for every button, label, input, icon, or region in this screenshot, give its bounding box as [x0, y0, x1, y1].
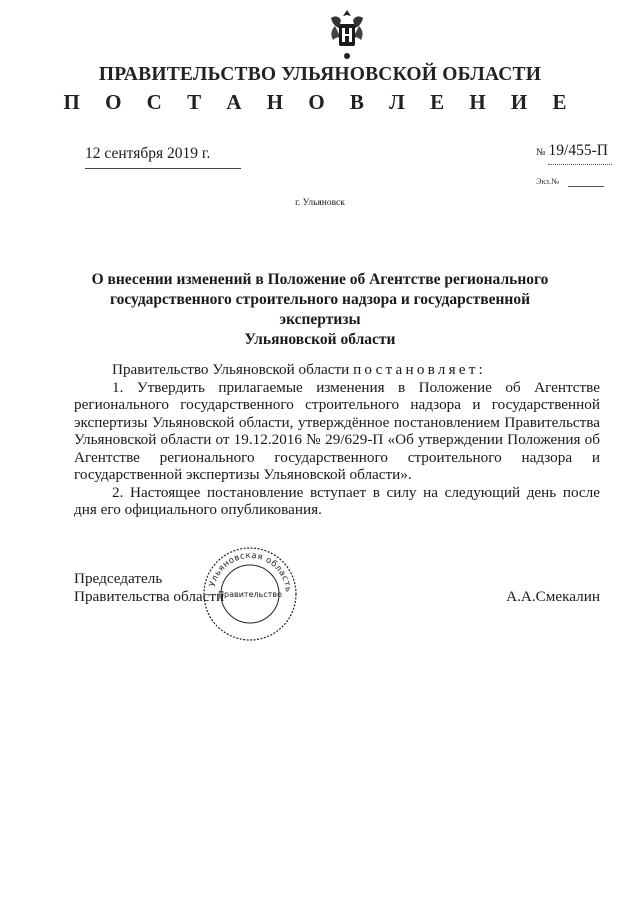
document-number	[536, 142, 608, 160]
copy-number-label: Экз.№	[536, 176, 560, 186]
svg-text:Ульяновская область	[208, 551, 293, 593]
date-underline	[85, 168, 241, 169]
number-prefix: №	[536, 147, 546, 158]
document-type: П О С Т А Н О В Л Е Н И Е	[63, 90, 577, 114]
intro-paragraph	[74, 361, 600, 379]
position-line-1: Председатель	[74, 570, 163, 587]
position-line-2: Правительства области	[74, 587, 225, 605]
stamp-ring-text: Ульяновская область	[207, 550, 294, 593]
coat-of-arms-icon	[325, 8, 369, 62]
copy-number-underline	[568, 186, 604, 187]
document-date: 12 сентября 2019 г.	[85, 145, 211, 162]
official-stamp	[200, 544, 300, 644]
title-line-3: Ульяновской области	[244, 331, 396, 348]
document-title	[70, 270, 570, 350]
number-value: 19/455-П	[548, 142, 608, 159]
title-line-1: О внесении изменений в Положение об Агентстве регионального	[91, 271, 549, 288]
document-body	[74, 361, 600, 519]
government-name: ПРАВИТЕЛЬСТВО УЛЬЯНОВСКОЙ ОБЛАСТИ	[98, 64, 542, 85]
intro-verb: постановляет:	[353, 361, 486, 378]
paragraph-1: 1. Утвердить прилагаемые изменения в Положение об Агентстве регионального государственного строительного надзора и государственной экспертизы Ульяновской области, утверждённое постановлением Правительства Ульяновской области от 19.12.2016 № 29/629-П «Об утверждении Положения об Агентстве регионального государственного строительного надзора и государственной экспертизы Ульяновской области».	[74, 378, 600, 483]
paragraph-2: 2. Настоящее постановление вступает в силу на следующий день после дня его официального опубликования.	[74, 483, 600, 518]
stamp-center-text: Правительство	[218, 590, 282, 599]
signatory-name: А.А.Смекалин	[506, 588, 600, 605]
city: г. Ульяновск	[295, 198, 345, 208]
intro-text: Правительство Ульяновской области	[112, 361, 354, 378]
number-underline	[548, 164, 612, 165]
title-line-2: государственного строительного надзора и государственной экспертизы	[109, 291, 531, 328]
